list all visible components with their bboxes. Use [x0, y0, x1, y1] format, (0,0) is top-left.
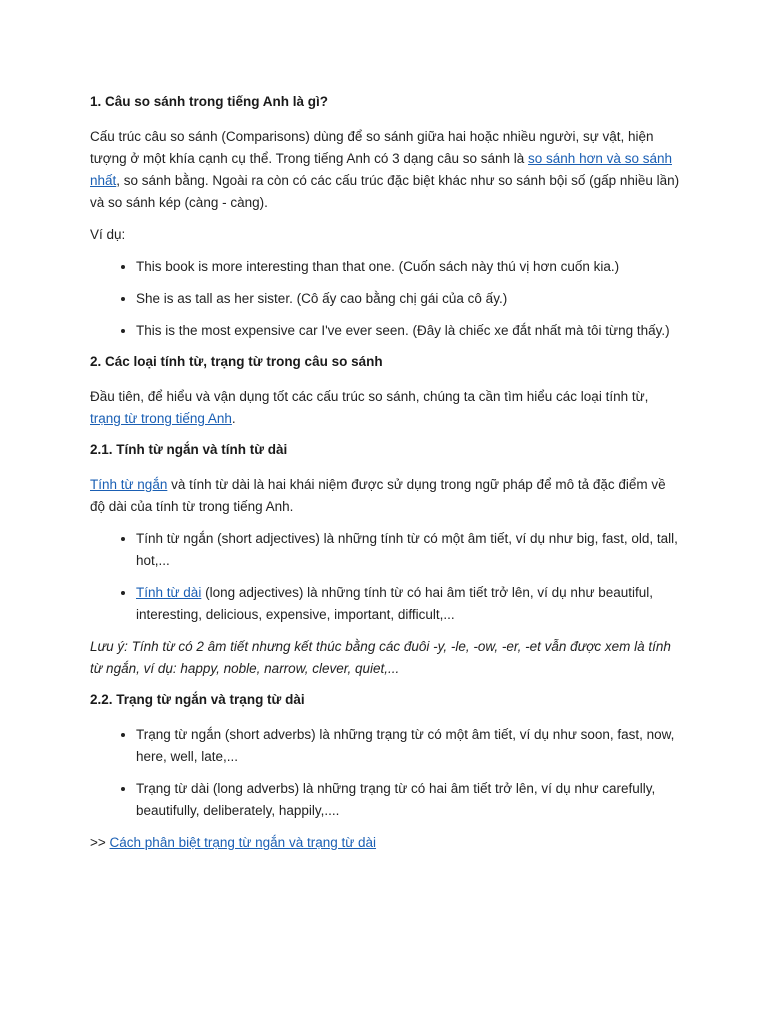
example-label: Ví dụ:	[90, 227, 126, 242]
section-2-1-heading: 2.1. Tính từ ngắn và tính từ dài	[90, 442, 288, 457]
adjective-list	[90, 528, 680, 626]
list-item: • Trạng từ ngắn (short adverbs) là những trạng từ có một âm tiết, ví dụ như soon, fast, now, here, well, late,...	[136, 724, 680, 768]
note-paragraph: Lưu ý: Tính từ có 2 âm tiết nhưng kết thúc bằng các đuôi -y, -le, -ow, -er, -et vẫn được xem là tính từ ngắn, ví dụ: happy, noble, narrow, clever, quiet,...	[90, 639, 671, 676]
list-item: • Trạng từ dài (long adverbs) là những trạng từ có hai âm tiết trở lên, ví dụ như carefully, beautifully, deliberately, happily,....	[136, 778, 680, 822]
adverb-difference-link[interactable]: Cách phân biệt trạng từ ngắn và trạng từ dài	[109, 835, 377, 850]
section-2-1-text: và tính từ dài là hai khái niệm được sử dụng trong ngữ pháp để mô tả đặc điểm về độ dài của tính từ trong tiếng Anh.	[90, 477, 666, 514]
section-2-1-paragraph	[90, 474, 680, 518]
long-adjectives-link[interactable]: Tính từ dài	[136, 585, 202, 600]
adverb-list	[90, 724, 680, 822]
section-1-text-end: , so sánh bằng. Ngoài ra còn có các cấu trúc đặc biệt khác như so sánh bội số (gấp nhiều lần) và so sánh kép (càng - càng).	[90, 173, 680, 210]
list-item	[136, 582, 680, 626]
list-item: • This book is more interesting than that one. (Cuốn sách này thú vị hơn cuốn kia.)	[136, 256, 680, 278]
list-item: • This is the most expensive car I've ever seen. (Đây là chiếc xe đắt nhất mà tôi từng thấy.)	[136, 320, 680, 342]
more-link-paragraph	[90, 832, 680, 854]
section-2-2-heading: 2.2. Trạng từ ngắn và trạng từ dài	[90, 692, 305, 707]
section-1-paragraph	[90, 126, 680, 214]
section-2-text-end: .	[231, 411, 236, 426]
section-1-text-start: Cấu trúc câu so sánh (Comparisons) dùng để so sánh giữa hai hoặc nhiều người, sự vật, hiện tượng ở một khía cạnh cụ thể. Trong tiếng Anh có 3 dạng câu so sánh là	[90, 129, 654, 166]
short-adjectives-link[interactable]: Tính từ ngắn	[90, 477, 168, 492]
example-list	[90, 256, 680, 342]
list-item: • Tính từ ngắn (short adjectives) là những tính từ có một âm tiết, ví dụ như big, fast, old, tall, hot,...	[136, 528, 680, 572]
section-2-paragraph	[90, 386, 680, 430]
list-item: • She is as tall as her sister. (Cô ấy cao bằng chị gái của cô ấy.)	[136, 288, 680, 310]
adverbs-link[interactable]: trạng từ trong tiếng Anh	[90, 411, 232, 426]
section-2-text-start: Đầu tiên, để hiểu và vận dụng tốt các cấu trúc so sánh, chúng ta cần tìm hiểu các loại tính từ,	[90, 389, 649, 404]
more-prefix: >>	[90, 835, 110, 850]
comparative-superlative-link[interactable]: so sánh hơn và so sánh nhất	[90, 151, 672, 188]
list-item-text: (long adjectives) là những tính từ có hai âm tiết trở lên, ví dụ như beautiful, interesting, delicious, expensive, important, difficult,...	[136, 585, 654, 622]
section-2-heading: 2. Các loại tính từ, trạng từ trong câu so sánh	[90, 354, 383, 369]
section-1-heading: 1. Câu so sánh trong tiếng Anh là gì?	[90, 94, 329, 109]
